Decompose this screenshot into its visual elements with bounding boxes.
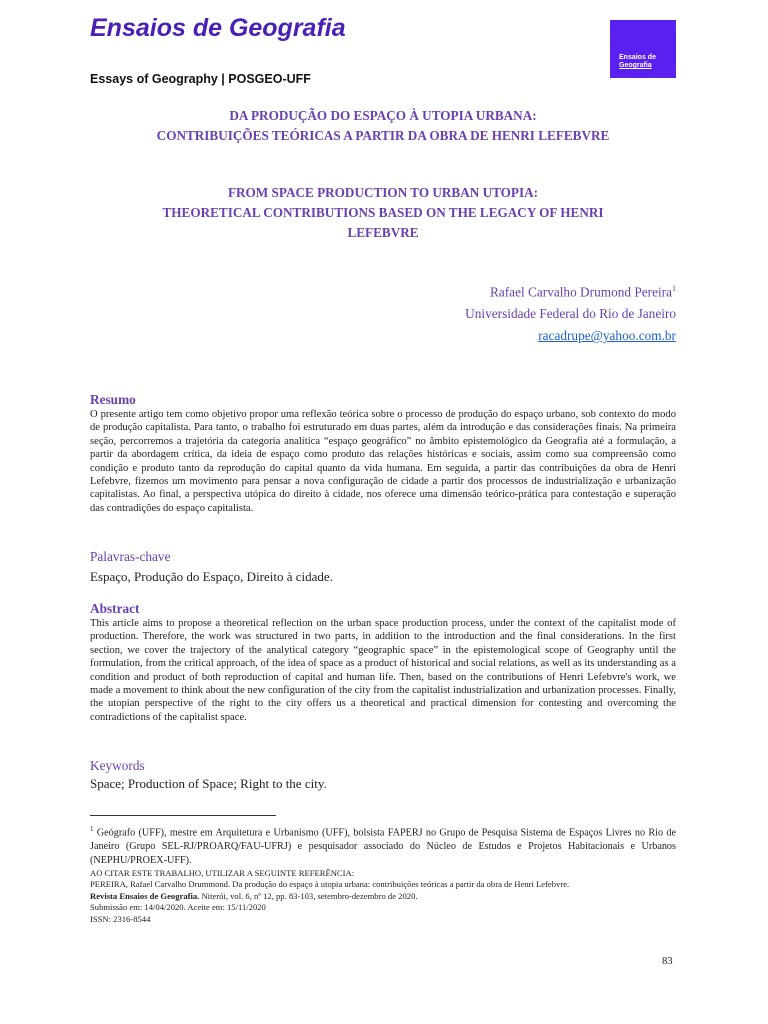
- title-en-line1: FROM SPACE PRODUCTION TO URBAN UTOPIA:: [227, 185, 539, 200]
- keywords-heading: Keywords: [90, 758, 145, 773]
- palavras-chave-heading: Palavras-chave: [90, 549, 171, 564]
- journal-title: Ensaios de Geografia: [90, 14, 346, 42]
- footnote-text: Geógrafo (UFF), mestre em Arquitetura e Urbanismo (UFF), bolsista FAPERJ no Grupo de Pesquisa Sistema de Espaços Livres no Rio de Janeiro (Grupo SEL-RJ/PROARQ/FAU-UFRJ) e pesquisador associado do Núcleo de Estudos e Projetos Habitacionais e Urbanos (NEPHU/PROEX-UFF).: [90, 827, 676, 866]
- author-block: [465, 278, 676, 347]
- citation-line5: ISSN: 2316-8544: [90, 913, 151, 924]
- logo-text-line1: Ensaios de: [619, 54, 656, 61]
- journal-subtitle: Essays of Geography | POSGEO-UFF: [90, 72, 311, 86]
- resumo-heading: Resumo: [90, 392, 136, 407]
- citation-line3: [90, 891, 690, 902]
- author-footnote-mark: 1: [672, 284, 676, 293]
- title-english: [90, 183, 676, 243]
- author-name-line: [465, 278, 676, 303]
- title-en-line2: THEORETICAL CONTRIBUTIONS BASED ON THE LEGACY OF HENRI: [162, 205, 604, 220]
- citation-line4: Submissão em: 14/04/2020. Aceite em: 15/11/2020: [90, 902, 266, 913]
- title-en-line3: LEFEBVRE: [347, 225, 419, 240]
- author-name: Rafael Carvalho Drumond Pereira: [489, 284, 672, 300]
- author-affiliation: Universidade Federal do Rio de Janeiro: [465, 306, 676, 322]
- citation-line1: AO CITAR ESTE TRABALHO, UTILIZAR A SEGUINTE REFERÊNCIA:: [90, 868, 355, 878]
- abstract-text: This article aims to propose a theoretical reflection on the urban space production process, under the context of the capitalist mode of production. Therefore, the work was structured in two parts, in addition to the introduction and the final considerations. In the first section, we cover the trajectory of the analytical category “geographic space” in the epistemological scope of Geography until the formulation, from the critical approach, of the idea of space as a product of historical and social relations, as well as its understanding as a condition and product of both reproduction of capital and human life. Then, based on the contributions of Henri Lefebvre's work, we made a movement to think about the new configuration of the city from the capitalist industrialization and urbanization processes. Finally, the utopian perspective of the right to the city offers us a theoretical and practical dimension for contesting and overcoming the contradictions of the capitalist space.: [90, 618, 676, 723]
- citation-details: Niterói, vol. 6, nº 12, pp. 83-103, setembro-dezembro de 2020.: [199, 890, 418, 901]
- citation-block: [90, 868, 690, 925]
- citation-line2: PEREIRA, Rafael Carvalho Drummond. Da produção do espaço à utopia urbana: contribuições teóricas a partir da obra de Henri Lefebvre.: [90, 879, 570, 890]
- author-email-link[interactable]: racadrupe@yahoo.com.br: [538, 328, 676, 344]
- page-number: 83: [662, 956, 673, 967]
- journal-logo: [610, 20, 676, 78]
- title-portuguese: [90, 106, 676, 146]
- title-pt-line2: CONTRIBUIÇÕES TEÓRICAS A PARTIR DA OBRA DE HENRI LEFEBVRE: [156, 128, 610, 143]
- citation-journal: Revista Ensaios de Geografia.: [90, 890, 200, 901]
- resumo-text: O presente artigo tem como objetivo propor uma reflexão teórica sobre o processo de produção do espaço urbano, sob contexto do modo de produção capitalista. Para tanto, o trabalho foi estruturado em duas partes, além da introdução e das considerações finais. Na primeira seção, percorremos a trajetória da categoria analítica “espaço geográfico” no âmbito epistemológico da Geografia até a formulação, a partir da abordagem crítica, da ideia de espaço como produto das relações históricas e sociais, assim como sua compreensão como condição e produto tanto da reprodução do capital quanto da vida humana. Em seguida, a partir das contribuições da obra de Henri Lefebvre, fizemos um movimento para pensar a nova configuração de cidade a partir dos processos de industrialização e urbanização capitalistas. Ao final, a perspectiva utópica do direito à cidade, nos oferece uma dimensão teórico-prática para contestação e superação das contradições do espaço capitalista.: [90, 409, 676, 514]
- palavras-chave-text: Espaço, Produção do Espaço, Direito à cidade.: [90, 569, 333, 584]
- abstract-heading: Abstract: [90, 601, 140, 616]
- title-pt-line1: DA PRODUÇÃO DO ESPAÇO À UTOPIA URBANA:: [229, 108, 537, 123]
- footnote: [90, 823, 676, 867]
- keywords-text: Space; Production of Space; Right to the city.: [90, 776, 327, 791]
- footnote-rule: [90, 815, 276, 816]
- logo-text-line2: Geografia: [619, 62, 652, 69]
- footnote-mark: 1: [90, 825, 94, 833]
